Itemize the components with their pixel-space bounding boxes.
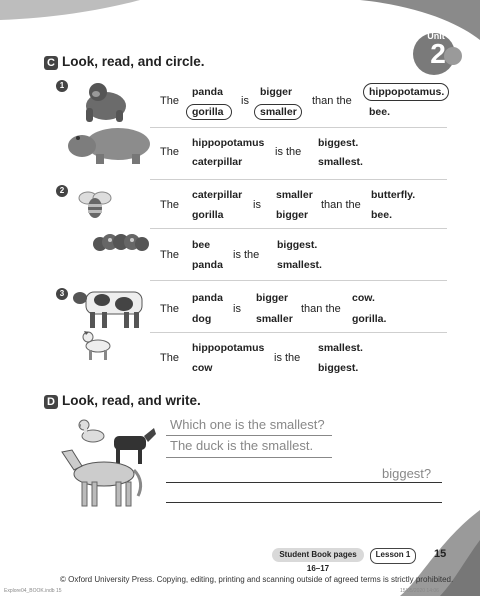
row-2a-option-a2[interactable]: gorilla <box>192 209 224 221</box>
row-1b-option-a2[interactable]: caterpillar <box>192 156 243 168</box>
trace-question: Which one is the smallest? <box>170 417 325 432</box>
print-slug-right: 15/05/2020 14:06 <box>400 588 439 594</box>
page-number: 15 <box>434 548 447 560</box>
item-number-3: 3 <box>56 288 68 300</box>
row-1a-is: is <box>241 95 249 107</box>
row-2b-the: The <box>160 249 179 261</box>
row-1a-option-a2[interactable]: gorilla <box>192 106 224 118</box>
write-line <box>166 435 332 436</box>
bee-icon <box>78 186 112 222</box>
row-2b-option-a2[interactable]: panda <box>192 259 223 271</box>
corner-decoration-left <box>0 0 140 22</box>
row-1a-option-c1[interactable]: hippopotamus. <box>369 86 445 98</box>
student-book-ref: Student Book pages 16–17 <box>272 548 364 562</box>
row-2a-is: is <box>253 199 261 211</box>
row-3b-option-a1[interactable]: hippopotamus <box>192 342 265 354</box>
row-2a-option-c1[interactable]: butterfly. <box>371 189 416 201</box>
row-1a-the: The <box>160 95 179 107</box>
row-1b-option-c1[interactable]: biggest. <box>318 137 359 149</box>
row-2a-option-a1[interactable]: caterpillar <box>192 189 243 201</box>
row-3a-option-a1[interactable]: panda <box>192 292 223 304</box>
horse-icon <box>58 448 146 508</box>
row-2a-option-c2[interactable]: bee. <box>371 209 393 221</box>
row-1a-than-the: than the <box>312 95 352 107</box>
row-3b-option-c1[interactable]: smallest. <box>318 342 363 354</box>
section-c-badge: C <box>44 56 58 70</box>
row-3b-option-a2[interactable]: cow <box>192 362 213 374</box>
caterpillar-icon <box>92 228 150 258</box>
row-1a-option-a1[interactable]: panda <box>192 86 223 98</box>
row-1b-option-a1[interactable]: hippopotamus <box>192 137 265 149</box>
row-2a-option-b2[interactable]: bigger <box>276 209 309 221</box>
row-3a-option-a2[interactable]: dog <box>192 313 212 325</box>
row-3a-the: The <box>160 303 179 315</box>
row-3a-than-the: than the <box>301 303 341 315</box>
unit-label: Unit <box>427 31 445 41</box>
row-3a-option-c2[interactable]: gorilla. <box>352 313 387 325</box>
dog-icon <box>80 328 114 362</box>
row-1a-option-b2[interactable]: smaller <box>260 106 297 118</box>
divider <box>150 332 447 333</box>
row-3a-is: is <box>233 303 241 315</box>
row-3b-is-the: is the <box>274 352 301 364</box>
row-3b-the: The <box>160 352 179 364</box>
write-line-answer[interactable] <box>166 502 442 503</box>
row-1b-is-the: is the <box>275 146 302 158</box>
row-2a-option-b1[interactable]: smaller <box>276 189 313 201</box>
divider <box>150 127 447 128</box>
write-line-question[interactable] <box>166 482 442 483</box>
row-2b-option-a1[interactable]: bee <box>192 239 211 251</box>
section-d-title: Look, read, and write. <box>62 393 201 408</box>
question-ending: biggest? <box>382 466 432 481</box>
row-1a-option-c2[interactable]: bee. <box>369 106 391 118</box>
row-2a-than-the: than the <box>321 199 361 211</box>
row-1a-option-b1[interactable]: bigger <box>260 86 293 98</box>
item-number-2: 2 <box>56 185 68 197</box>
row-2b-option-c2[interactable]: smallest. <box>277 259 322 271</box>
row-3b-option-c2[interactable]: biggest. <box>318 362 359 374</box>
trace-answer: The duck is the smallest. <box>170 438 314 453</box>
copyright-notice: © Oxford University Press. Copying, editing, printing and scanning outside of agreed terms is strictly prohibited. <box>60 575 454 584</box>
row-1b-the: The <box>160 146 179 158</box>
item-number-1: 1 <box>56 80 68 92</box>
divider <box>150 179 447 180</box>
print-slug-left: Explore04_BOOK.indb 15 <box>4 588 62 594</box>
row-2b-is-the: is the <box>233 249 260 261</box>
row-3a-option-c1[interactable]: cow. <box>352 292 375 304</box>
section-c-title: Look, read, and circle. <box>62 54 205 69</box>
divider <box>150 280 447 281</box>
write-line <box>166 457 332 458</box>
duck-icon <box>76 416 106 446</box>
row-2a-the: The <box>160 199 179 211</box>
row-1b-option-c2[interactable]: smallest. <box>318 156 363 168</box>
cow-icon <box>72 286 154 330</box>
hippopotamus-icon <box>66 122 156 166</box>
lesson-label: Lesson 1 <box>370 548 416 564</box>
unit-number: 2 <box>430 38 446 69</box>
row-3a-option-b1[interactable]: bigger <box>256 292 289 304</box>
gorilla-icon <box>76 80 134 124</box>
section-d-badge: D <box>44 395 58 409</box>
row-3a-option-b2[interactable]: smaller <box>256 313 293 325</box>
row-2b-option-c1[interactable]: biggest. <box>277 239 318 251</box>
divider <box>150 228 447 229</box>
